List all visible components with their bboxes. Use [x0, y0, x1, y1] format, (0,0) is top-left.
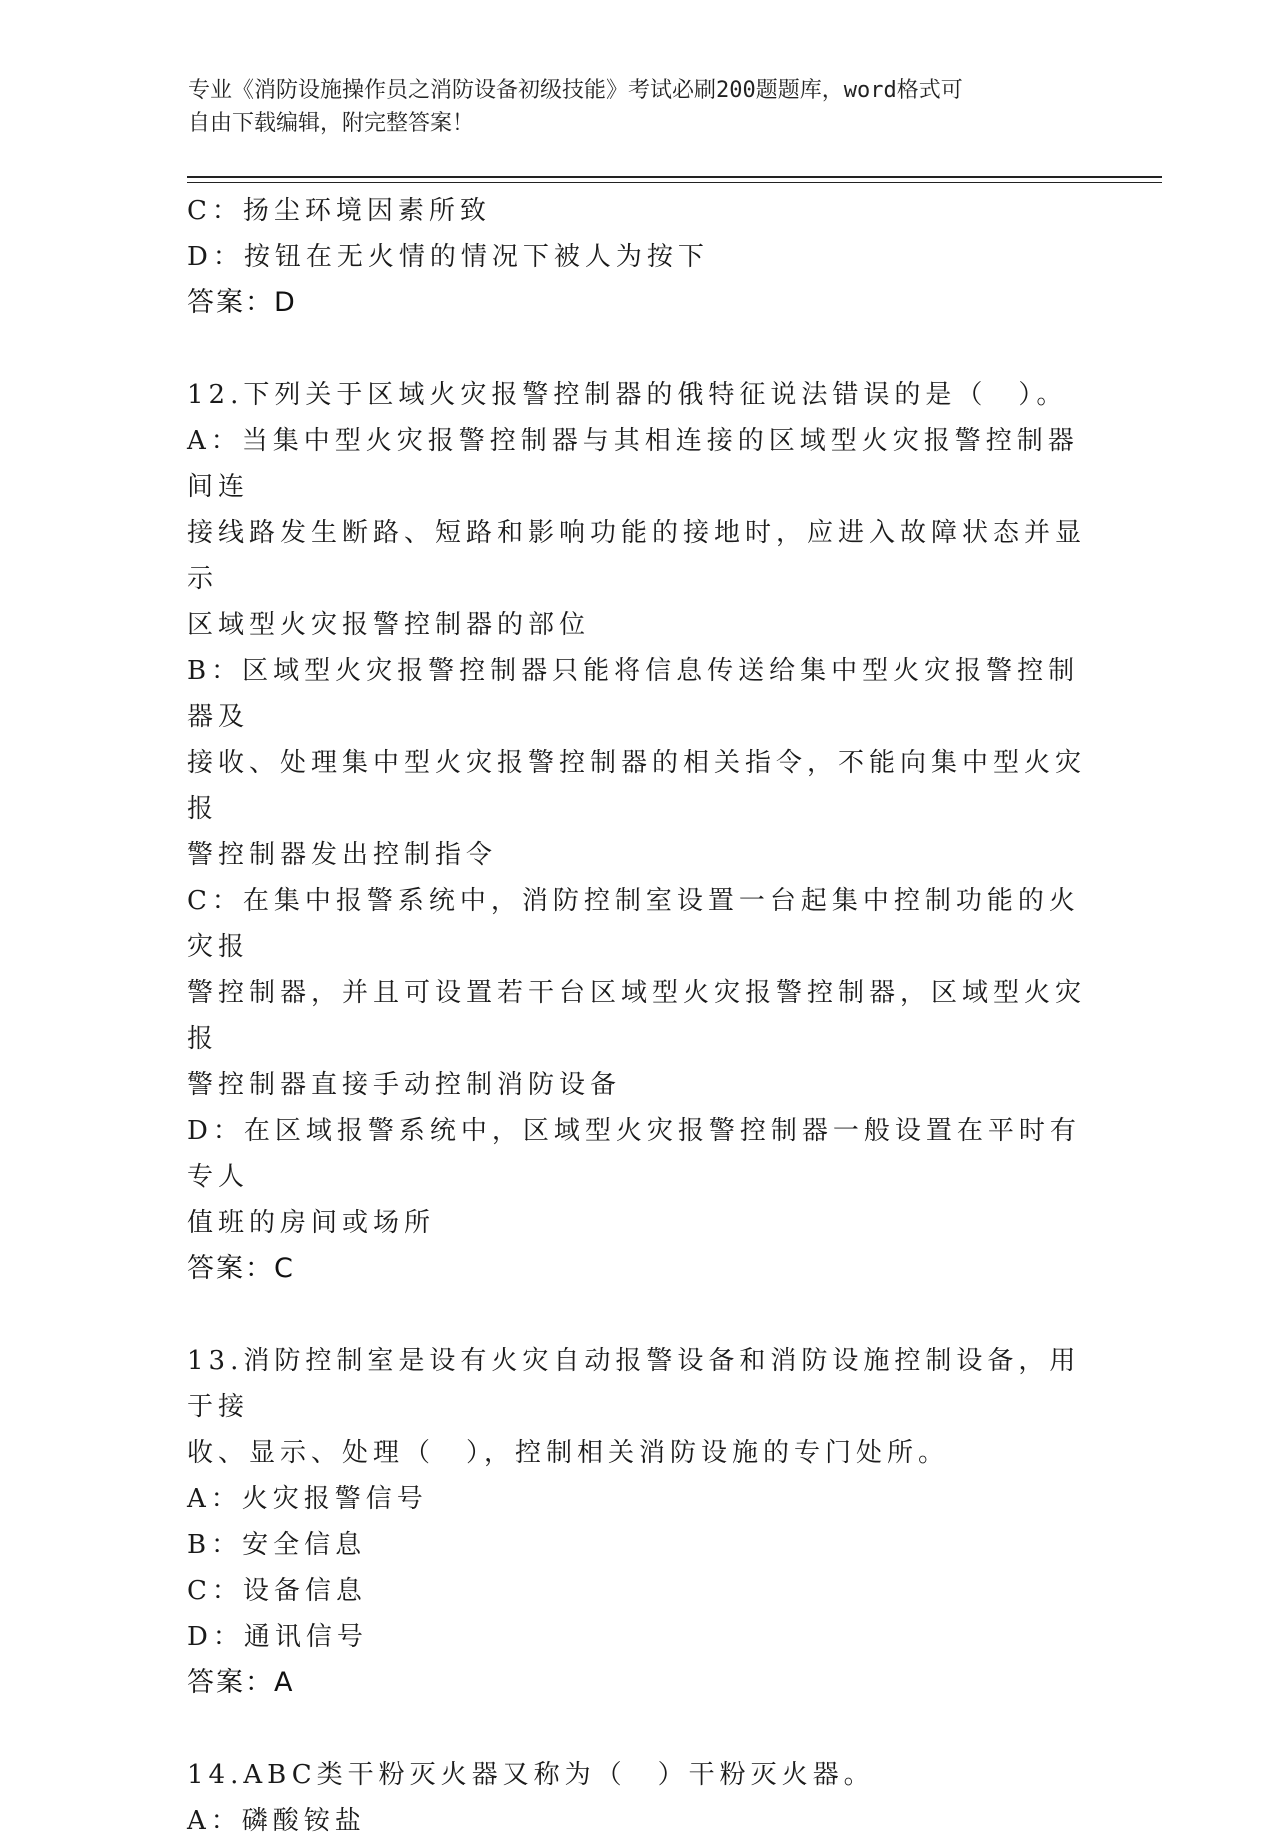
question-stem: 14.ABC类干粉灭火器又称为（ ）干粉灭火器。 [187, 1760, 875, 1790]
option-a-cont: 区域型火灾报警控制器的部位 [187, 610, 591, 640]
answer-line: 答案：A [187, 1667, 295, 1698]
question-13 [187, 1338, 1087, 1706]
answer-line: 答案：D [187, 287, 297, 318]
option-d-cont: 值班的房间或场所 [187, 1208, 436, 1238]
option-d: D：通讯信号 [187, 1622, 368, 1652]
question-11-tail [187, 188, 1087, 326]
answer-line: 答案：C [187, 1253, 295, 1284]
option-c-cont: 警控制器，并且可设置若干台区域型火灾报警控制器，区域型火灾报 [187, 978, 1087, 1054]
option-d: D：在区域报警系统中，区域型火灾报警控制器一般设置在平时有专人 [187, 1116, 1081, 1192]
header-line-1: 专业《消防设施操作员之消防设备初级技能》考试必刷200题题库，word格式可 [188, 78, 963, 103]
option-b: B：区域型火灾报警控制器只能将信息传送给集中型火灾报警控制器及 [187, 656, 1080, 732]
option-d: D：按钮在无火情的情况下被人为按下 [187, 242, 709, 272]
question-12 [187, 372, 1087, 1292]
question-stem: 13.消防控制室是设有火灾自动报警设备和消防设施控制设备，用于接 [187, 1346, 1081, 1422]
option-c: C：扬尘环境因素所致 [187, 196, 491, 226]
option-b-cont: 警控制器发出控制指令 [187, 840, 498, 870]
option-a-cont: 接线路发生断路、短路和影响功能的接地时，应进入故障状态并显示 [187, 518, 1087, 594]
spacer [187, 1292, 1087, 1338]
option-c: C：设备信息 [187, 1576, 367, 1606]
header-line-2: 自由下载编辑，附完整答案！ [188, 111, 475, 136]
document-body [187, 188, 1087, 1844]
option-a: A：当集中型火灾报警控制器与其相连接的区域型火灾报警控制器间连 [187, 426, 1079, 502]
option-c: C：在集中报警系统中，消防控制室设置一台起集中控制功能的火灾报 [187, 886, 1080, 962]
question-stem-cont: 收、显示、处理（ ），控制相关消防设施的专门处所。 [187, 1438, 950, 1468]
page-header [188, 74, 1068, 140]
option-a: A：火灾报警信号 [187, 1484, 428, 1514]
question-stem: 12.下列关于区域火灾报警控制器的俄特征说法错误的是（ ）。 [187, 380, 1068, 410]
spacer [187, 326, 1087, 372]
spacer [187, 1706, 1087, 1752]
header-divider-thick [187, 176, 1162, 178]
option-a: A：磷酸铵盐 [187, 1806, 366, 1836]
option-b: B：安全信息 [187, 1530, 367, 1560]
header-divider-thin [187, 182, 1162, 183]
question-14 [187, 1752, 1087, 1844]
option-c-cont: 警控制器直接手动控制消防设备 [187, 1070, 622, 1100]
option-b-cont: 接收、处理集中型火灾报警控制器的相关指令，不能向集中型火灾报 [187, 748, 1087, 824]
